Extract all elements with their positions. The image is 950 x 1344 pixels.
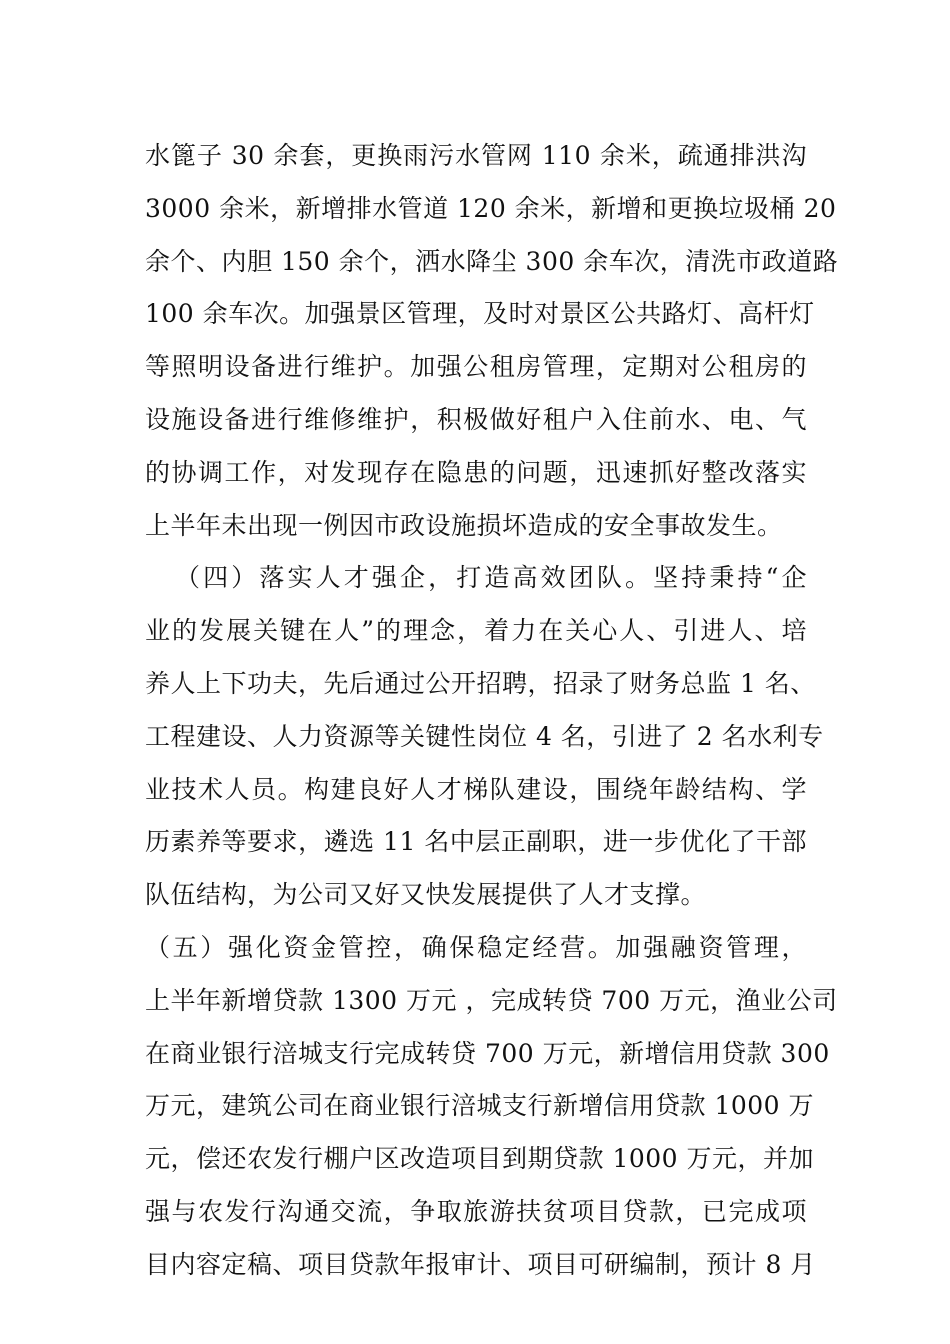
paragraph-talent-team [145, 552, 824, 922]
text-line: 等照明设备进行维护。加强公租房管理，定期对公租房的 [145, 352, 807, 382]
text-line: 养人上下功夫，先后通过公开招聘，招录了财务总监 1 名、 [145, 668, 816, 698]
section-heading-line: （五）强化资金管控，确保稳定经营。加强融资管理， [145, 932, 807, 962]
paragraph-municipal-maintenance [145, 130, 839, 552]
document-body [145, 130, 839, 1292]
text-line: 的协调工作，对发现存在隐患的问题，迅速抓好整改落实 [145, 457, 807, 487]
text-line: 上半年新增贷款 1300 万元 ，完成转贷 700 万元，渔业公司 [145, 985, 838, 1015]
section-heading-line: （四）落实人才强企，打造高效团队。坚持秉持“企 [175, 563, 807, 593]
text-line: 业的发展关键在人”的理念，着力在关心人、引进人、培 [145, 616, 807, 646]
text-line: 在商业银行涪城支行完成转贷 700 万元，新增信用贷款 300 [145, 1038, 830, 1068]
text-line: 目内容定稿、项目贷款年报审计、项目可研编制，预计 8 月 [145, 1249, 816, 1279]
text-line: 设施设备进行维修维护，积极做好租户入住前水、电、气 [145, 404, 807, 434]
text-line: 强与农发行沟通交流，争取旅游扶贫项目贷款，已完成项 [145, 1196, 807, 1226]
text-line: 元，偿还农发行棚户区改造项目到期贷款 1000 万元，并加 [145, 1144, 815, 1174]
text-line: 上半年未出现一例因市政设施损坏造成的安全事故发生。 [145, 510, 783, 540]
text-line: 3000 余米，新增排水管道 120 余米，新增和更换垃圾桶 20 [145, 193, 837, 223]
text-line: 100 余车次。加强景区管理，及时对景区公共路灯、高杆灯 [145, 299, 815, 329]
text-line: 队伍结构，为公司又好又快发展提供了人才支撑。 [145, 880, 707, 910]
text-line: 业技术人员。构建良好人才梯队建设，围绕年龄结构、学 [145, 774, 807, 804]
text-line: 历素养等要求，遴选 11 名中层正副职，进一步优化了干部 [145, 827, 807, 857]
paragraph-funds-control [145, 922, 838, 1292]
text-line: 工程建设、人力资源等关键性岗位 4 名，引进了 2 名水利专 [145, 721, 824, 751]
text-line: 水篦子 30 余套，更换雨污水管网 110 余米，疏通排洪沟 [145, 141, 807, 170]
text-line: 余个、内胆 150 余个，洒水降尘 300 余车次，清洗市政道路 [145, 246, 839, 276]
text-line: 万元，建筑公司在商业银行涪城支行新增信用贷款 1000 万 [145, 1091, 815, 1121]
